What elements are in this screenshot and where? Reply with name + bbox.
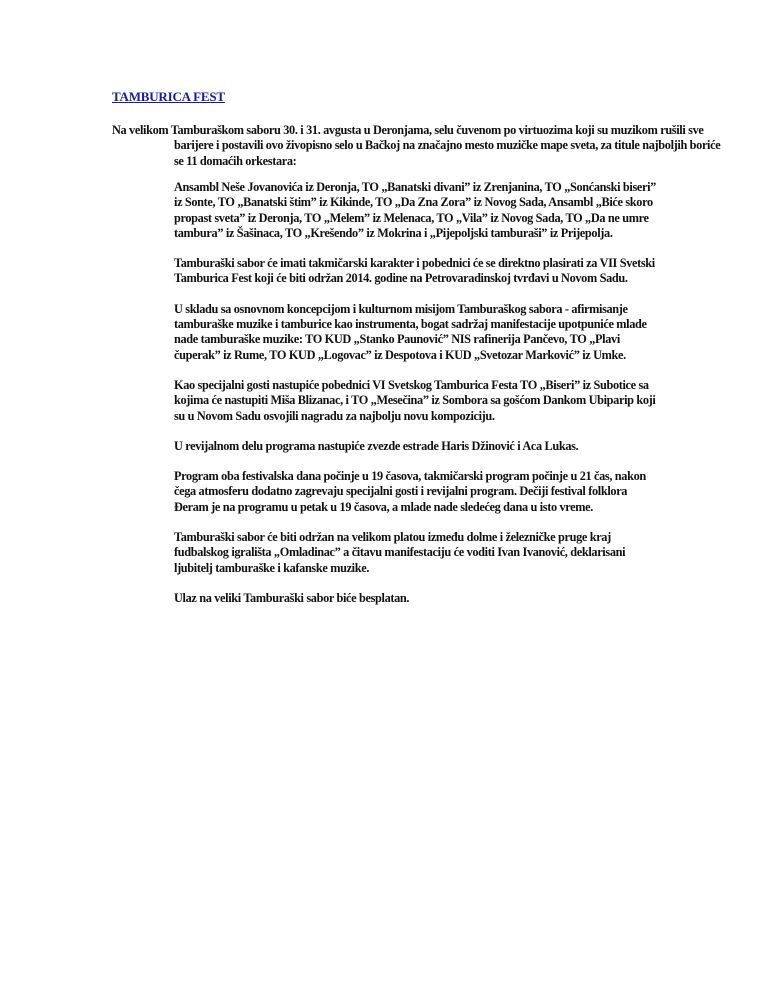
title-link[interactable]: TAMBURICA FEST xyxy=(112,89,225,104)
paragraph-young-talents: U skladu sa osnovnom koncepcijom i kulturnom misijom Tamburaškog sabora - afirmisanje tamburaške muzike i tamburice kao instrumenta, bogat sadržaj manifestacije upotpuniće mlade nade tamburaške muzike: TO KUD „Stanko Paunović” NIS rafinerija Pančevo, TO „Plavi čuperak” iz Rume, TO KUD „Logovac” iz Despotova i KUD „Svetozar Marković” iz Umke. xyxy=(174,301,647,362)
paragraph-schedule: Program oba festivalska dana počinje u 19 časova, takmičarski program počinje u 21 čas, nakon čega atmosferu dodatno zagrevaju specijalni gosti i revijalni program. Dečiji festival folklora Đeram je na programu u petak u 19 časova, a mlade nade sledećeg dana u isto vreme. xyxy=(174,469,646,514)
paragraph-competition: Tamburaški sabor će imati takmičarski karakter i pobednici će se direktno plasirati za VII Svetski Tamburica Fest koji će biti održan 2014. godine na Petrovaradinskoj tvrđavi u Novom Sadu. xyxy=(174,256,655,286)
paragraph-venue: Tamburaški sabor će biti održan na velikom platou između dolme i železničke pruge kraj fudbalskog igrališta „Omladinac” a čitavu manifestaciju će voditi Ivan Ivanović, deklarisani ljubitelj tamburaške i kafanske muzike. xyxy=(174,530,626,575)
paragraph-special-guests: Kao specijalni gosti nastupiće pobednici VI Svetskog Tamburica Festa TO „Biseri” iz Subotice sa kojima će nastupiti Miša Blizanac, i TO „Mesečina” iz Sombora sa gošćom Dankom Ubiparip koji su u Novom Sadu osvojili nagradu za najbolju novu kompoziciju. xyxy=(174,377,656,423)
intro-paragraph: Na velikom Tamburaškom saboru 30. i 31. avgusta u Deronjama, selu čuvenom po virtuozima koji su muzikom rušili sve barijere i postavili ovo živopisno selo u Bačkoj na značajno mesto muzičke mape sveta, za titule najboljih boriće se 11 domaćih orkestara: xyxy=(112,123,721,168)
paragraph-review-program: U revijalnom delu programa nastupiće zvezde estrade Haris Džinović i Aca Lukas. xyxy=(174,438,579,453)
paragraph-participants: Ansambl Neše Jovanovića iz Deronja, TO „Banatski divani” iz Zrenjanina, TO „Sonćanski biseri” iz Sonte, TO „Banatski štim” iz Kikinde, TO „Da Zna Zora” iz Novog Sada, Ansambl „Biće skoro propast sveta” iz Deronja, TO „Melem” iz Melenaca, TO „Vila” iz Novog Sada, TO „Da ne umre tambura” iz Šašinaca, TO „Krešendo” iz Mokrina i „Pijepoljski tamburaši” iz Prijepolja. xyxy=(174,180,656,240)
paragraph-entry: Ulaz na veliki Tamburaški sabor biće besplatan. xyxy=(174,590,410,605)
body-column xyxy=(174,180,660,621)
